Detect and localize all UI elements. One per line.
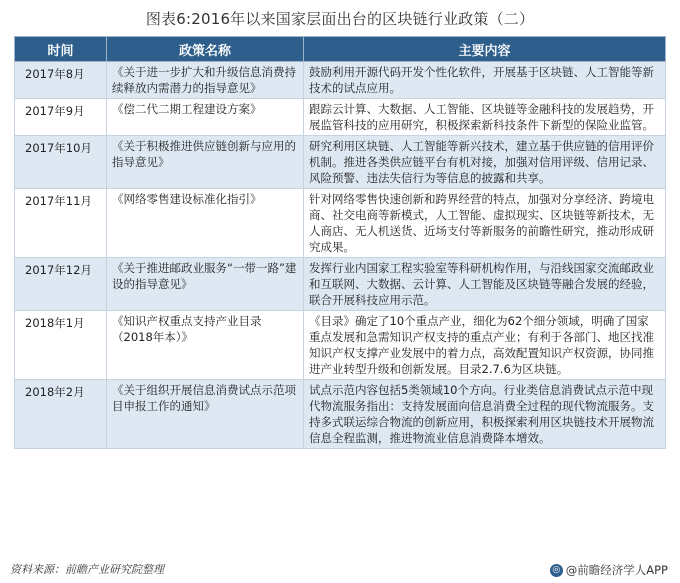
cell-content: 《目录》确定了10个重点产业，细化为62个细分领域，明确了国家重点发展和急需知识产权支持的重点产业；有利于各部门、地区找准知识产权支撑产业发展中的着力点，高效配置知识产权资源，协同推进产业转型升级和创新发展。目录2.7.6为区块链。 — [304, 311, 666, 380]
brand-credit — [550, 562, 668, 578]
cell-policy-name: 《网络零售建设标准化指引》 — [107, 189, 304, 258]
cell-content: 试点示范内容包括5类领域10个方向。行业类信息消费试点示范中现代物流服务指出：支持发展面向信息消费全过程的现代物流服务。支持多式联运综合物流的创新应用，积极探索利用区块链技术开展物流信息全程监测，推进物流业信息消费降本增效。 — [304, 380, 666, 449]
table-row — [15, 99, 666, 136]
cell-time: 2018年2月 — [15, 380, 107, 449]
cell-content: 研究利用区块链、人工智能等新兴技术，建立基于供应链的信用评价机制。推进各类供应链平台有机对接，加强对信用评级、信用记录、风险预警、违法失信行为等信息的披露和共享。 — [304, 136, 666, 189]
brand-text: @前瞻经济学人APP — [565, 563, 668, 577]
table-row — [15, 62, 666, 99]
page-title: 图表6:2016年以来国家层面出台的区块链行业政策（二） — [145, 10, 535, 28]
table-header-row — [15, 37, 666, 62]
cell-policy-name: 《知识产权重点支持产业目录（2018年本）》 — [107, 311, 304, 380]
table-row — [15, 311, 666, 380]
policy-table — [14, 36, 666, 449]
cell-policy-name: 《关于推进邮政业服务“一带一路”建设的指导意见》 — [107, 258, 304, 311]
cell-content: 发挥行业内国家工程实验室等科研机构作用，与沿线国家交流邮政业和互联网、大数据、云计算、人工智能及区块链等融合发展的经验，联合开展科技应用示范。 — [304, 258, 666, 311]
cell-content: 跟踪云计算、大数据、人工智能、区块链等金融科技的发展趋势，开展监管科技的应用研究，积极探索新科技条件下新型的保险业监管。 — [304, 99, 666, 136]
cell-time: 2017年11月 — [15, 189, 107, 258]
header-policy-name: 政策名称 — [107, 37, 304, 62]
table-row — [15, 258, 666, 311]
header-content: 主要内容 — [304, 37, 666, 62]
cell-time: 2017年8月 — [15, 62, 107, 99]
cell-time: 2017年10月 — [15, 136, 107, 189]
table-row — [15, 189, 666, 258]
cell-policy-name: 《偿二代二期工程建设方案》 — [107, 99, 304, 136]
cell-policy-name: 《关于组织开展信息消费试点示范项目申报工作的通知》 — [107, 380, 304, 449]
brand-logo-icon: ◎ — [550, 564, 563, 577]
cell-time: 2017年12月 — [15, 258, 107, 311]
cell-policy-name: 《关于进一步扩大和升级信息消费持续释放内需潜力的指导意见》 — [107, 62, 304, 99]
cell-policy-name: 《关于积极推进供应链创新与应用的指导意见》 — [107, 136, 304, 189]
source-note: 资料来源：前瞻产业研究院整理 — [10, 563, 164, 576]
cell-time: 2018年1月 — [15, 311, 107, 380]
table-row — [15, 380, 666, 449]
cell-content: 针对网络零售快速创新和跨界经营的特点，加强对分享经济、跨境电商、社交电商等新模式，人工智能、虚拟现实、区块链等新技术，无人商店、无人机送货、近场支付等新服务的前瞻性研究，推动形成研究成果。 — [304, 189, 666, 258]
cell-time: 2017年9月 — [15, 99, 107, 136]
cell-content: 鼓励利用开源代码开发个性化软件，开展基于区块链、人工智能等新技术的试点应用。 — [304, 62, 666, 99]
table-row — [15, 136, 666, 189]
header-time: 时间 — [15, 37, 107, 62]
